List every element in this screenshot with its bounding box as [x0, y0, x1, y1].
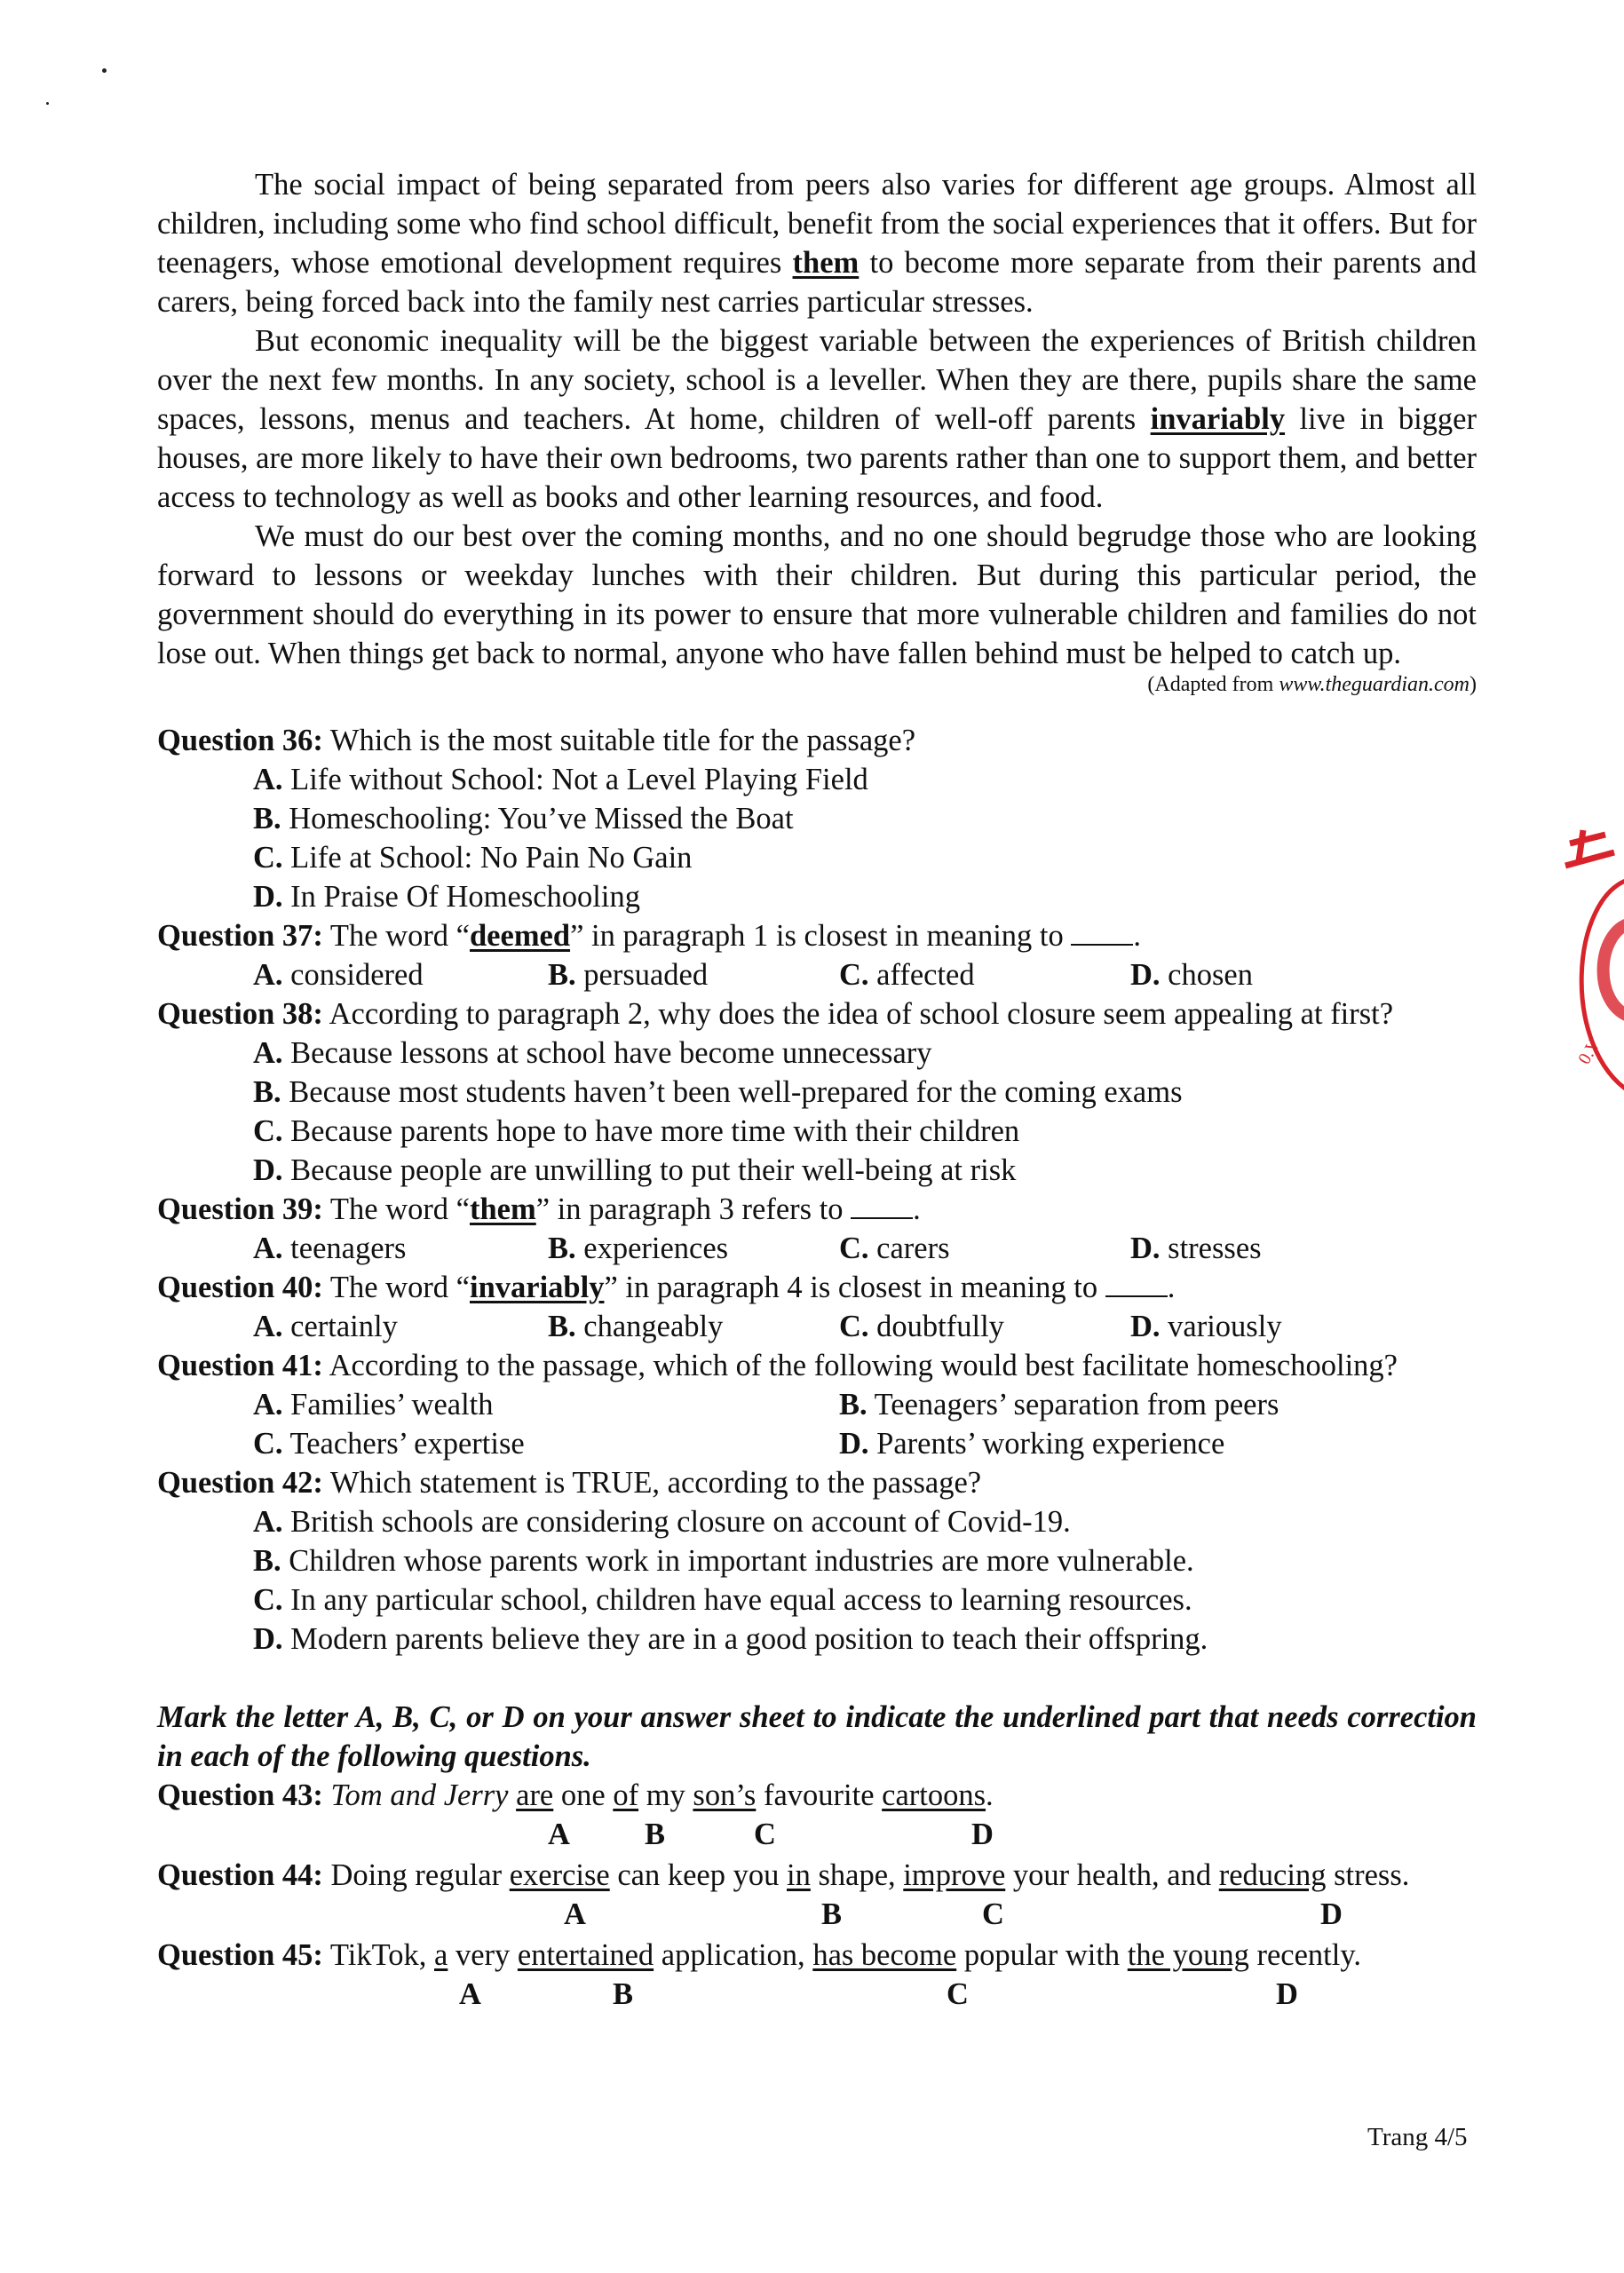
q39-options — [157, 1229, 1477, 1268]
scan-speck — [102, 68, 107, 73]
q38-option-d: D. Because people are unwilling to put their well-being at risk — [253, 1153, 1017, 1187]
page-content — [157, 165, 1477, 2016]
q38-option-c: C. Because parents hope to have more time with their children — [253, 1114, 1020, 1148]
q40-option-a: A. certainly — [253, 1310, 398, 1343]
answer-blank — [851, 1192, 913, 1219]
q41-option-b: B. Teenagers’ separation from peers — [839, 1388, 1279, 1422]
q36-option-c: C. Life at School: No Pain No Gain — [253, 841, 693, 875]
q41-options-row-2 — [157, 1424, 1477, 1463]
q42-option-a: A. British schools are considering closure on account of Covid-19. — [253, 1505, 1071, 1539]
question-42: Question 42: Which statement is TRUE, according to the passage? — [157, 1466, 982, 1500]
question-40: Question 40: The word “invariably” in paragraph 4 is closest in meaning to . — [157, 1271, 1176, 1304]
q43-letters: A B C D — [548, 1818, 994, 1851]
q36-option-d: D. In Praise Of Homeschooling — [253, 880, 640, 914]
scan-speck — [46, 102, 49, 105]
underlined-word-them: them — [792, 246, 860, 280]
question-41: Question 41: According to the passage, which of the following would best facilitate homeschooling? — [157, 1349, 1398, 1382]
q45-letters: A B C D — [459, 1977, 1298, 2011]
q40-option-c: C. doubtfully — [839, 1310, 1004, 1343]
question-37: Question 37: The word “deemed” in paragraph 1 is closest in meaning to . — [157, 919, 1142, 953]
answer-blank — [1071, 919, 1133, 946]
q42-option-b: B. Children whose parents work in important industries are more vulnerable. — [253, 1544, 1194, 1578]
source-citation: (Adapted from www.theguardian.com) — [1147, 673, 1477, 696]
passage-paragraph-4: But economic inequality will be the biggest variable between the experiences of British children over the next few months. In any society, school is a leveller. When they are there, pupils share the same spaces, lessons, menus and teachers. At home, children of well-off parents invariably live in bigger houses, are more likely to have their own bedrooms, two parents rather than one to support them, and better access to technology as well as books and other learning resources, and food. — [157, 324, 1477, 514]
q39-option-a: A. teenagers — [253, 1232, 407, 1265]
q39-option-c: C. carers — [839, 1232, 950, 1265]
question-43: Question 43: Tom and Jerry are one of my son’s favourite cartoons. — [157, 1778, 994, 1812]
q38-option-b: B. Because most students haven’t been well-prepared for the coming exams — [253, 1075, 1183, 1109]
question-44: Question 44: Doing regular exercise can keep you in shape, improve your health, and reducing stress. — [157, 1858, 1410, 1892]
q44-letters: A B C D — [564, 1897, 1343, 1931]
q42-option-c: C. In any particular school, children have equal access to learning resources. — [253, 1583, 1192, 1617]
question-38: Question 38: According to paragraph 2, why does the idea of school closure seem appealing at first? — [157, 997, 1394, 1031]
q37-option-c: C. affected — [839, 958, 975, 992]
question-39: Question 39: The word “them” in paragraph 3 refers to . — [157, 1192, 921, 1226]
q42-option-d: D. Modern parents believe they are in a good position to teach their offspring. — [253, 1622, 1208, 1656]
q39-option-d: D. stresses — [1130, 1232, 1262, 1265]
q41-option-a: A. Families’ wealth — [253, 1388, 494, 1422]
question-36: Question 36: Which is the most suitable title for the passage? — [157, 724, 916, 757]
q37-option-a: A. considered — [253, 958, 424, 992]
q37-option-b: B. persuaded — [548, 958, 709, 992]
q36-option-b: B. Homeschooling: You’ve Missed the Boat — [253, 802, 794, 836]
page-number: Trang 4/5 — [1367, 2123, 1468, 2151]
q41-options-row-1 — [157, 1385, 1477, 1424]
red-stamp-icon — [1552, 826, 1624, 1119]
svg-text:0.V: 0.V — [1574, 1034, 1605, 1068]
q40-option-d: D. variously — [1130, 1310, 1282, 1343]
q36-option-a: A. Life without School: Not a Level Playing Field — [253, 763, 868, 796]
underlined-word-invariably: invariably — [1150, 402, 1286, 436]
passage-paragraph-3: The social impact of being separated from peers also varies for different age groups. Almost all children, including some who find school difficult, benefit from the social experiences that it offers. But for teenagers, whose emotional development requires them to become more separate from their parents and carers, being forced back into the family nest carries particular stresses. — [157, 168, 1477, 319]
q39-option-b: B. experiences — [548, 1232, 729, 1265]
question-45: Question 45: TikTok, a very entertained application, has become popular with the young recently. — [157, 1938, 1361, 1972]
q38-option-a: A. Because lessons at school have become unnecessary — [253, 1036, 932, 1070]
q37-options — [157, 955, 1477, 994]
q41-option-d: D. Parents’ working experience — [839, 1427, 1225, 1461]
q41-option-c: C. Teachers’ expertise — [253, 1427, 525, 1461]
q37-option-d: D. chosen — [1130, 958, 1253, 992]
answer-blank — [1105, 1271, 1168, 1297]
passage-paragraph-5: We must do our best over the coming months, and no one should begrudge those who are looking forward to lessons or weekday lunches with their children. But during this particular period, the government should do everything in its power to ensure that more vulnerable children and families do not lose out. When things get back to normal, anyone who have fallen behind must be helped to catch up. — [157, 519, 1477, 670]
q40-option-b: B. changeably — [548, 1310, 724, 1343]
q40-options — [157, 1307, 1477, 1346]
section-instruction: Mark the letter A, B, C, or D on your answer sheet to indicate the underlined part that needs correction in each of the following questions. — [157, 1700, 1477, 1773]
